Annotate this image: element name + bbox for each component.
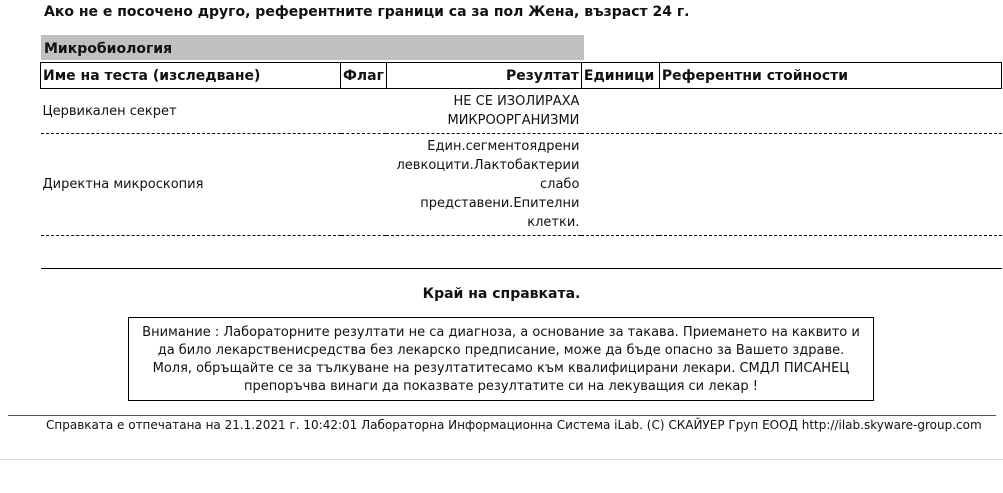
- result-line: клетки.: [527, 215, 580, 230]
- test-ref: [659, 89, 1001, 134]
- col-header-flag: Флаг: [341, 63, 387, 89]
- disclaimer-box: Внимание : Лабораторните резултати не са диагноза, а основание за такава. Приемането на каквито и да било лекарственисредства без лекарско предписание, може да бъде опасно за Вашето здраве. Моля, обръщайте се за тълкуване на резултатитесамо към квалифицирани лекари. СМДЛ ПИСАНЕЦ препоръчва винаги да показвате резултатите си на лекуващия си лекар !: [128, 317, 874, 401]
- table-row: [41, 134, 1002, 236]
- result-line: МИКРООРГАНИЗМИ: [447, 113, 580, 128]
- result-line: Един.сегментоядрени: [427, 139, 580, 154]
- test-result: [386, 89, 581, 134]
- result-line: представени.Епителни: [420, 196, 580, 211]
- test-name: Цервикален секрет: [41, 89, 341, 134]
- table-row: [41, 89, 1002, 134]
- test-units: [581, 89, 659, 134]
- reference-note: Ако не е посочено друго, референтните граници са за пол Жена, възраст 24 г.: [44, 4, 690, 20]
- result-line: слабо: [540, 177, 580, 192]
- section-title: Микробиология: [41, 35, 584, 60]
- footer-divider: [8, 415, 996, 416]
- col-header-units: Единици: [581, 63, 659, 89]
- col-header-name: Име на теста (изследване): [41, 63, 341, 89]
- end-of-report: Край на справката.: [422, 286, 581, 302]
- test-flag: [341, 134, 387, 236]
- col-header-ref: Референтни стойности: [659, 63, 1001, 89]
- test-units: [581, 134, 659, 236]
- result-line: левкоцити.Лактобактерии: [396, 158, 580, 173]
- col-header-result: Резултат: [386, 63, 581, 89]
- divider: [41, 268, 1002, 269]
- page-bottom-divider: [0, 459, 1003, 460]
- test-result: [386, 134, 581, 236]
- result-line: НЕ СЕ ИЗОЛИРАХА: [453, 94, 580, 109]
- results-table: [40, 62, 1002, 236]
- print-footer: Справката е отпечатана на 21.1.2021 г. 10:42:01 Лабораторна Информационна Система iLab. (C) СКАЙУЕР Груп ЕООД http://ilab.skyware-group.com: [46, 418, 982, 432]
- test-name: Директна микроскопия: [41, 134, 341, 236]
- table-header-row: [41, 63, 1002, 89]
- test-ref: [659, 134, 1001, 236]
- test-flag: [341, 89, 387, 134]
